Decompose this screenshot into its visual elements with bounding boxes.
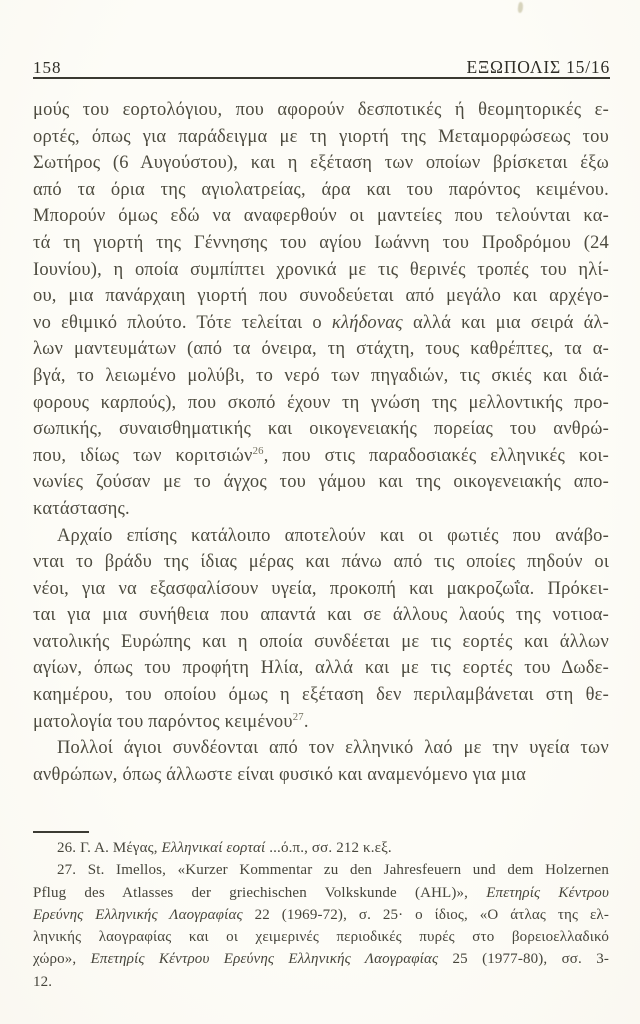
text-segment: τά τη γιορτή της Γέννησης του αγίου Ιωάννη του Προδρόμου (24 bbox=[33, 232, 609, 253]
text-line bbox=[33, 762, 609, 789]
text-segment: αλλά και μια σειρά άλ- bbox=[402, 312, 610, 333]
text-segment: Επετηρίς Κέντρου Ερεύνης Ελληνικής Λαογραφίας bbox=[90, 951, 439, 968]
text-segment: από τα όρια της αγιολατρείας, άρα και του παρόντος κειμένου. bbox=[33, 179, 609, 200]
footnotes bbox=[33, 837, 609, 993]
text-segment: λων μαντευμάτων (από τα όνειρα, τη στάχτη, τους καθρέπτες, τα α- bbox=[33, 339, 609, 360]
text-segment: Ιουνίου), η οποία συμπίπτει χρονικά με τις θερινές τροπές του ηλί- bbox=[33, 259, 609, 280]
header-rule bbox=[33, 77, 610, 79]
text-segment: καημέρου, του οποίου όμως η εξέταση δεν περιλαμβάνεται στη θε- bbox=[33, 685, 609, 706]
text-line bbox=[33, 837, 609, 859]
text-segment: 26. Γ. Α. Μέγας, bbox=[57, 840, 162, 856]
text-line bbox=[33, 948, 609, 970]
text-line bbox=[33, 926, 609, 948]
text-segment: βγά, το λειωμένο μολύβι, το νερό των πηγαδιών, τις σκιές και διά- bbox=[33, 365, 609, 386]
text-segment: 12. bbox=[33, 973, 53, 990]
footnote-ref: 26 bbox=[252, 444, 264, 457]
text-line bbox=[33, 124, 609, 151]
text-line bbox=[33, 363, 609, 390]
text-line bbox=[33, 150, 609, 177]
text-line bbox=[33, 257, 609, 284]
text-segment: ματολογία του παρόντος κειμένου bbox=[33, 711, 293, 732]
text-line bbox=[33, 390, 609, 417]
text-line bbox=[33, 97, 609, 124]
text-segment: ανθρώπων, όπως άλλωστε είναι φυσικό και αναμενόμενο για μια bbox=[33, 764, 527, 785]
running-header bbox=[33, 57, 610, 78]
text-line bbox=[33, 602, 609, 629]
footnote-ref: 27 bbox=[292, 710, 304, 723]
text-segment: ου, μια πανάρχαιη γιορτή που συνοδεύεται από μεγάλο και αρχέγο- bbox=[33, 286, 609, 307]
text-line bbox=[33, 496, 609, 523]
text-segment: Ερεύνης Ελληνικής Λαογραφίας bbox=[33, 906, 243, 923]
scan-artifact-speck bbox=[517, 2, 523, 14]
text-segment: μούς του εορτολόγιου, που αφορούν δεσποτικές ή θεομητορικές ε- bbox=[33, 100, 609, 120]
text-segment: Σωτήρος (6 Αυγούστου), και η εξέταση των οποίων βρίσκεται έξω bbox=[33, 153, 609, 174]
text-line bbox=[33, 859, 609, 881]
text-line bbox=[33, 904, 609, 926]
text-segment: Πολλοί άγιοι συνδέονται από τον ελληνικό λαό με την υγεία των bbox=[57, 738, 609, 759]
text-line bbox=[33, 682, 609, 709]
text-line bbox=[33, 709, 609, 736]
text-segment: νται το βράδυ της ίδιας μέρας και πάνω από τις οποίες πηδούν οι bbox=[33, 552, 609, 573]
text-line bbox=[33, 336, 609, 363]
text-segment: Pflug des Atlasses der griechischen Volkskunde (AHL)», bbox=[33, 884, 487, 901]
body-text bbox=[33, 97, 609, 788]
text-segment: 27. St. Imellos, «Kurzer Kommentar zu den Jahresfeuern und dem Holzernen bbox=[57, 862, 609, 879]
text-line bbox=[33, 469, 609, 496]
text-line bbox=[33, 576, 609, 603]
text-line bbox=[33, 655, 609, 682]
text-segment: Μπορούν όμως εδώ να αναφερθούν οι μαντείες που τελούνται κα- bbox=[33, 206, 609, 227]
text-segment: κλήδονας bbox=[331, 312, 403, 333]
page-number: 158 bbox=[33, 58, 62, 77]
text-segment: 25 (1977-80), σσ. 3- bbox=[438, 951, 609, 968]
text-segment: ται για μια συνήθεια που απαντά και σε άλλους λαούς της νοτιοα- bbox=[33, 605, 609, 626]
text-segment: φορους καρπούς), που σκοπό έχουν τη γνώση της μελλοντικής προ- bbox=[33, 392, 609, 413]
text-segment: νωνίες ζούσαν με το άγχος του γάμου και της οικογενειακής απο- bbox=[33, 472, 609, 493]
text-segment: ληνικής λαογραφίας και οι χειμερινές περιοδικές πυρές στο βορειοελλαδικό bbox=[33, 929, 609, 946]
text-line bbox=[33, 416, 609, 443]
text-segment: ορτές, όπως για παράδειγμα με τη γιορτή της Μεταμορφώσεως του bbox=[33, 126, 609, 147]
footnote-separator bbox=[33, 831, 89, 833]
text-segment: σωπικής, συναισθηματικής και οικογενειακής πορείας του ανθρώ- bbox=[33, 419, 609, 440]
text-line bbox=[33, 735, 609, 762]
text-line bbox=[33, 310, 609, 337]
text-segment: αγίων, όπως του προφήτη Ηλία, αλλά και με τις εορτές του Δωδε- bbox=[33, 658, 609, 679]
text-line bbox=[33, 283, 609, 310]
text-segment: Επετηρίς Κέντρου bbox=[486, 884, 609, 901]
text-line bbox=[33, 443, 609, 470]
text-line bbox=[33, 203, 609, 230]
text-line bbox=[33, 230, 609, 257]
text-segment: χώρο», bbox=[33, 951, 91, 968]
text-line bbox=[33, 549, 609, 576]
text-line bbox=[33, 882, 609, 904]
text-line bbox=[33, 971, 609, 993]
text-segment: Ελληνικαί εορταί bbox=[161, 840, 266, 856]
text-segment: 22 (1969-72), σ. 25· ο ίδιος, «Ο άτλας της ελ- bbox=[242, 906, 609, 923]
text-segment: κατάστασης. bbox=[33, 498, 130, 519]
text-segment: Αρχαίο επίσης κατάλοιπο αποτελούν και οι φωτιές που ανάβο- bbox=[57, 525, 609, 546]
text-segment: που, ιδίως των κοριτσιών bbox=[33, 445, 253, 466]
text-segment: . bbox=[303, 711, 309, 732]
text-segment: νο εθιμικό πλούτο. Τότε τελείται ο bbox=[33, 312, 332, 333]
running-title: ΕΞΩΠΟΛΙΣ 15/16 bbox=[466, 57, 610, 77]
text-line bbox=[33, 523, 609, 550]
text-segment: νατολικής Ευρώπης και η οποία συνδέεται με τις εορτές και άλλων bbox=[33, 631, 609, 652]
text-segment: ...ό.π., σσ. 212 κ.εξ. bbox=[265, 840, 392, 856]
text-line bbox=[33, 177, 609, 204]
text-line bbox=[33, 629, 609, 656]
text-segment: , που στις παραδοσιακές ελληνικές κοι- bbox=[263, 445, 609, 466]
text-segment: νέοι, για να εξασφαλίσουν υγεία, προκοπή και μακροζωΐα. Πρόκει- bbox=[33, 578, 609, 599]
